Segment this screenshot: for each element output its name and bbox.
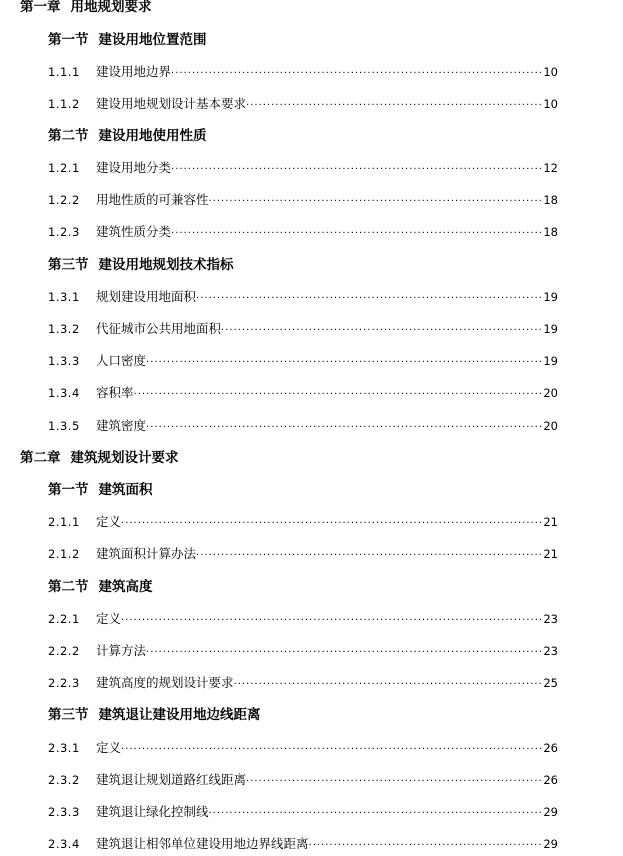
- section-label: 第二节: [48, 579, 89, 595]
- entry-page: 25: [543, 676, 558, 690]
- entry-number: 1.1.1: [48, 65, 80, 79]
- dot-leader: [234, 675, 543, 695]
- section-heading[interactable]: [48, 480, 153, 500]
- entry-page: 12: [543, 161, 558, 175]
- entry-title: 建筑高度的规划设计要求: [96, 675, 234, 690]
- entry-page: 26: [543, 741, 558, 755]
- entry-title: 建筑面积计算办法: [96, 546, 197, 561]
- entry-title: 建设用地边界: [96, 64, 172, 79]
- dot-leader: [134, 385, 543, 405]
- entry-number: 2.1.1: [48, 515, 80, 529]
- toc-entry[interactable]: [48, 609, 558, 629]
- entry-title: 计算方法: [96, 643, 147, 658]
- toc-entry[interactable]: [48, 94, 558, 114]
- dot-leader: [171, 224, 542, 244]
- section-heading[interactable]: [48, 577, 153, 597]
- entry-page: 23: [543, 612, 558, 626]
- entry-number: 2.2.1: [48, 612, 80, 626]
- entry-number: 2.2.2: [48, 644, 80, 658]
- dot-leader: [209, 804, 543, 824]
- dot-leader: [121, 611, 542, 631]
- entry-page: 23: [543, 644, 558, 658]
- entry-number: 1.3.2: [48, 322, 80, 336]
- toc-entry[interactable]: [48, 62, 558, 82]
- entry-title: 用地性质的可兼容性: [96, 192, 209, 207]
- entry-number: 2.1.2: [48, 547, 80, 561]
- dot-leader: [146, 353, 542, 373]
- entry-number: 1.3.1: [48, 290, 80, 304]
- chapter-label: 第二章: [20, 450, 61, 466]
- entry-number: 2.3.4: [48, 837, 80, 851]
- entry-title: 定义: [96, 611, 122, 626]
- toc-entry[interactable]: [48, 287, 558, 307]
- toc-entry[interactable]: [48, 319, 558, 339]
- toc-entry[interactable]: [48, 544, 558, 564]
- dot-leader: [146, 418, 542, 438]
- entry-title: 建设用地分类: [96, 160, 172, 175]
- toc-entry[interactable]: [48, 222, 558, 242]
- dot-leader: [246, 772, 542, 792]
- toc-entry[interactable]: [48, 351, 558, 371]
- entry-title: 建筑密度: [96, 418, 147, 433]
- section-heading[interactable]: [48, 255, 234, 275]
- section-label: 第三节: [48, 707, 89, 723]
- chapter-heading[interactable]: [20, 448, 179, 468]
- toc-entry[interactable]: [48, 158, 558, 178]
- entry-number: 1.3.5: [48, 419, 80, 433]
- toc-entry[interactable]: [48, 512, 558, 532]
- chapter-title: 建筑规划设计要求: [70, 450, 179, 466]
- dot-leader: [196, 289, 542, 309]
- entry-number: 2.3.3: [48, 805, 80, 819]
- toc-entry[interactable]: [48, 738, 558, 758]
- dot-leader: [171, 64, 542, 84]
- dot-leader: [246, 96, 542, 116]
- section-label: 第二节: [48, 128, 89, 144]
- chapter-heading[interactable]: [20, 0, 152, 17]
- entry-number: 1.2.2: [48, 193, 80, 207]
- entry-number: 1.2.3: [48, 225, 80, 239]
- section-heading[interactable]: [48, 705, 261, 725]
- dot-leader: [221, 321, 542, 341]
- section-title: 建筑退让建设用地边线距离: [98, 707, 261, 723]
- entry-title: 定义: [96, 740, 122, 755]
- entry-number: 1.1.2: [48, 97, 80, 111]
- entry-title: 规划建设用地面积: [96, 289, 197, 304]
- toc-entry[interactable]: [48, 383, 558, 403]
- entry-title: 代征城市公共用地面积: [96, 321, 222, 336]
- entry-number: 2.3.1: [48, 741, 80, 755]
- section-label: 第一节: [48, 482, 89, 498]
- entry-page: 18: [543, 225, 558, 239]
- dot-leader: [196, 546, 542, 566]
- entry-title: 建筑退让规划道路红线距离: [96, 772, 247, 787]
- section-title: 建筑高度: [98, 579, 153, 595]
- entry-number: 1.2.1: [48, 161, 80, 175]
- entry-page: 29: [543, 837, 558, 851]
- toc-entry[interactable]: [48, 770, 558, 790]
- entry-title: 容积率: [96, 385, 134, 400]
- toc-entry[interactable]: [48, 641, 558, 661]
- entry-title: 人口密度: [96, 353, 147, 368]
- section-heading[interactable]: [48, 30, 207, 50]
- entry-page: 21: [543, 547, 558, 561]
- toc-entry[interactable]: [48, 190, 558, 210]
- entry-number: 2.2.3: [48, 676, 80, 690]
- toc-entry[interactable]: [48, 802, 558, 822]
- entry-page: 19: [543, 354, 558, 368]
- dot-leader: [309, 836, 543, 856]
- section-title: 建设用地使用性质: [98, 128, 207, 144]
- chapter-label: 第一章: [20, 0, 61, 15]
- entry-title: 建筑退让相邻单位建设用地边界线距离: [96, 836, 309, 851]
- section-heading[interactable]: [48, 126, 207, 146]
- section-title: 建设用地规划技术指标: [98, 257, 234, 273]
- entry-page: 18: [543, 193, 558, 207]
- toc-entry[interactable]: [48, 834, 558, 854]
- entry-number: 1.3.3: [48, 354, 80, 368]
- dot-leader: [121, 740, 542, 760]
- dot-leader: [121, 514, 542, 534]
- entry-title: 建筑性质分类: [96, 224, 172, 239]
- entry-page: 21: [543, 515, 558, 529]
- entry-number: 1.3.4: [48, 386, 80, 400]
- entry-page: 19: [543, 322, 558, 336]
- section-label: 第一节: [48, 32, 89, 48]
- dot-leader: [146, 643, 542, 663]
- entry-title: 定义: [96, 514, 122, 529]
- dot-leader: [171, 160, 542, 180]
- section-label: 第三节: [48, 257, 89, 273]
- entry-page: 19: [543, 290, 558, 304]
- toc-entry[interactable]: [48, 673, 558, 693]
- entry-page: 26: [543, 773, 558, 787]
- dot-leader: [209, 192, 543, 212]
- section-title: 建设用地位置范围: [98, 32, 207, 48]
- chapter-title: 用地规划要求: [70, 0, 152, 15]
- entry-page: 20: [543, 419, 558, 433]
- entry-page: 20: [543, 386, 558, 400]
- entry-page: 10: [543, 97, 558, 111]
- entry-title: 建筑退让绿化控制线: [96, 804, 209, 819]
- toc-entry[interactable]: [48, 416, 558, 436]
- entry-page: 10: [543, 65, 558, 79]
- entry-number: 2.3.2: [48, 773, 80, 787]
- section-title: 建筑面积: [98, 482, 153, 498]
- entry-page: 29: [543, 805, 558, 819]
- entry-title: 建设用地规划设计基本要求: [96, 96, 247, 111]
